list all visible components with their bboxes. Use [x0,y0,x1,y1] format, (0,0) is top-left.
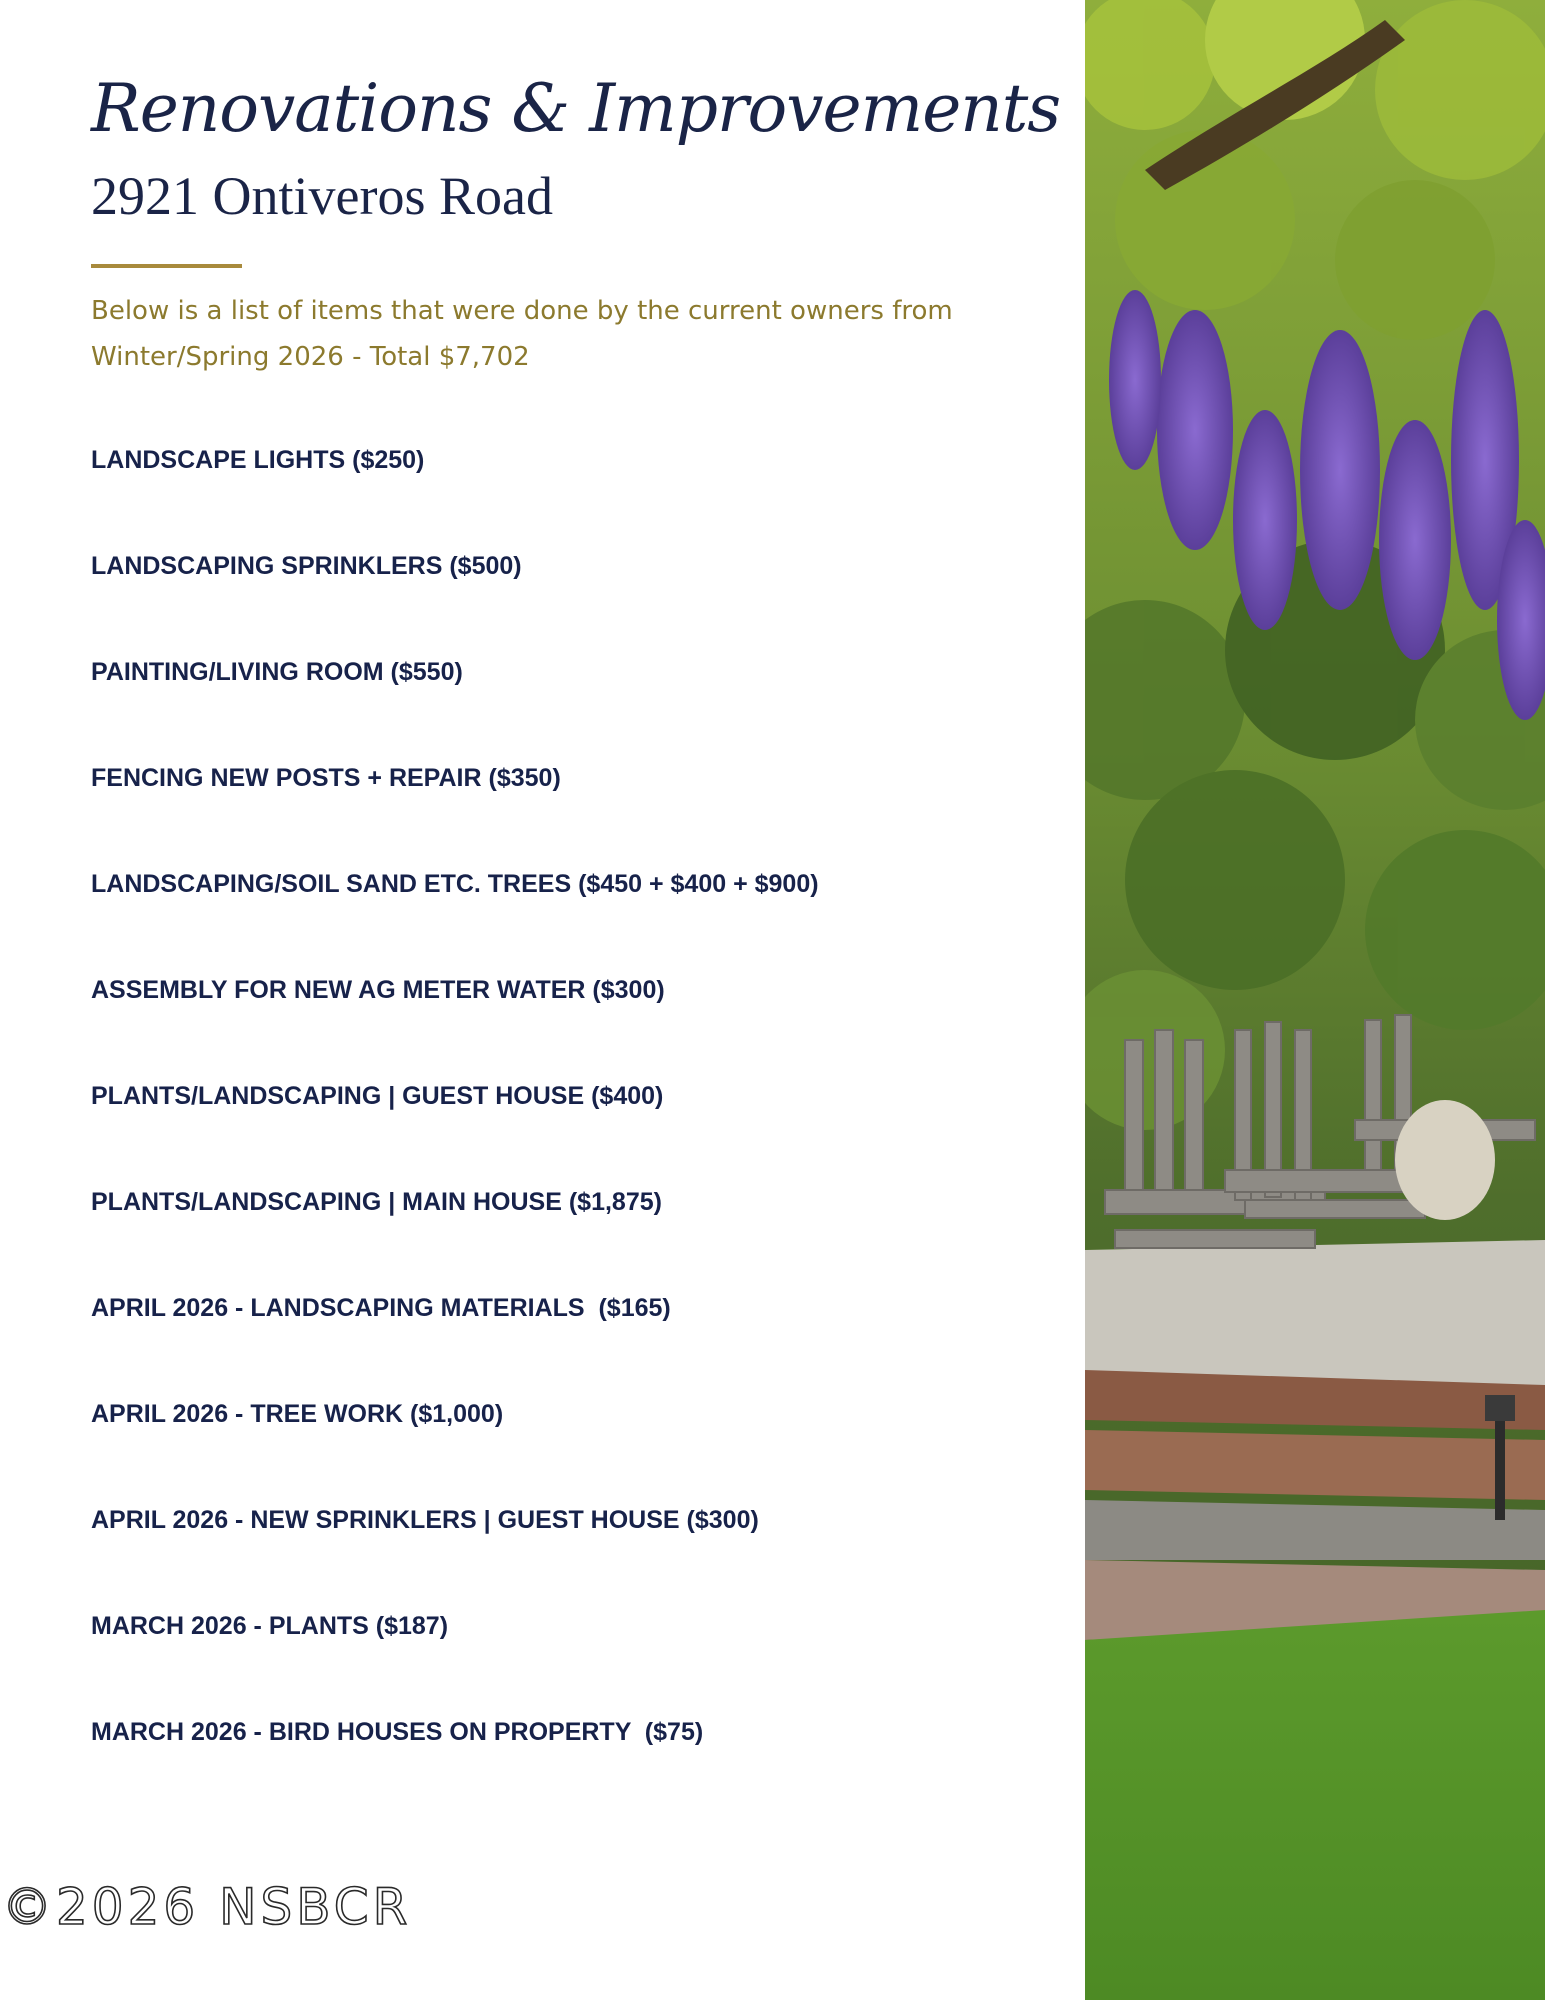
list-item: MARCH 2026 - PLANTS ($187) [91,1612,449,1640]
list-item: PLANTS/LANDSCAPING | MAIN HOUSE ($1,875) [91,1188,662,1216]
intro-paragraph [91,288,991,380]
list-item: MARCH 2026 - BIRD HOUSES ON PROPERTY ($75) [91,1718,704,1746]
copyright-watermark: ©2026 NSBCR [2,1878,412,1936]
garden-photo [1085,0,1545,2000]
gold-divider [91,264,242,268]
list-item: PLANTS/LANDSCAPING | GUEST HOUSE ($400) [91,1082,664,1110]
list-item: LANDSCAPE LIGHTS ($250) [91,446,425,474]
intro-line-1: Below is a list of items that were done by the current owners from [91,296,953,326]
list-item: FENCING NEW POSTS + REPAIR ($350) [91,764,561,792]
list-item: ASSEMBLY FOR NEW AG METER WATER ($300) [91,976,665,1004]
list-item: LANDSCAPING SPRINKLERS ($500) [91,552,522,580]
page-title: Renovations & Improvements [91,70,1061,147]
list-item: APRIL 2026 - TREE WORK ($1,000) [91,1400,504,1428]
list-item: APRIL 2026 - NEW SPRINKLERS | GUEST HOUSE ($300) [91,1506,759,1534]
list-item: APRIL 2026 - LANDSCAPING MATERIALS ($165) [91,1294,671,1322]
property-address: 2921 Ontiveros Road [91,166,553,226]
intro-line-2: Winter/Spring 2026 - Total $7,702 [91,342,530,372]
list-item: LANDSCAPING/SOIL SAND ETC. TREES ($450 + $400 + $900) [91,870,819,898]
improvements-list [91,440,819,1818]
list-item: PAINTING/LIVING ROOM ($550) [91,658,463,686]
